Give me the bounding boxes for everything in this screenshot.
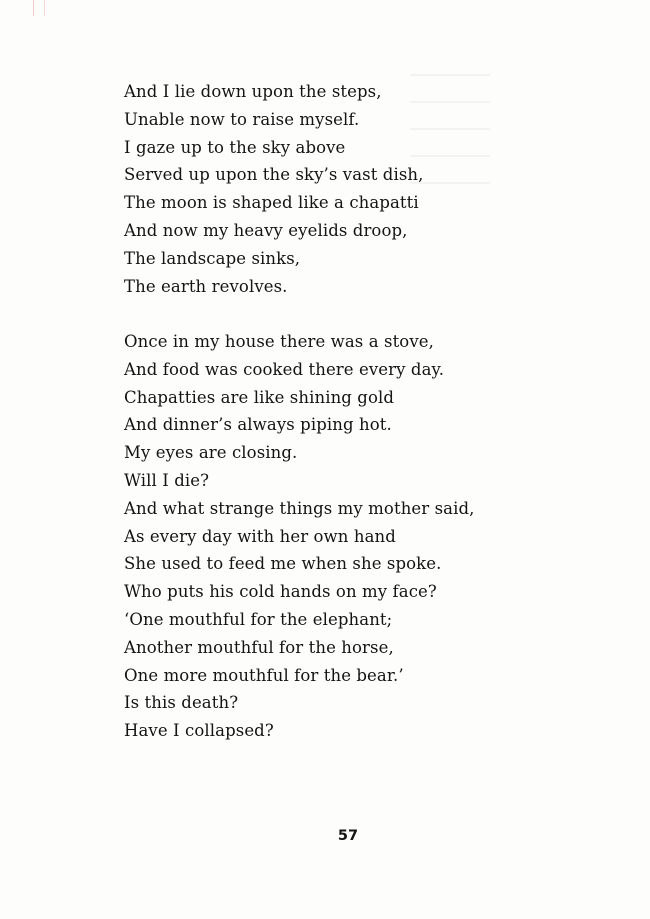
poem-stanza-1 — [124, 78, 423, 300]
poem-line: ‘One mouthful for the elephant; — [124, 609, 393, 629]
poem-line: Unable now to raise myself. — [124, 109, 360, 129]
poem-line: My eyes are closing. — [124, 443, 298, 463]
poem-line: Is this death? — [124, 693, 239, 713]
poem-line: The moon is shaped like a chapatti — [124, 193, 419, 213]
poem-line: As every day with her own hand — [124, 526, 396, 546]
poem-line: I gaze up to the sky above — [124, 137, 346, 157]
poem-line: And I lie down upon the steps, — [124, 82, 382, 101]
poem-line: She used to feed me when she spoke. — [124, 554, 442, 574]
poem-line: Served up upon the sky’s vast dish, — [124, 165, 424, 185]
poem-line: Once in my house there was a stove, — [124, 332, 434, 351]
print-bleed-mark — [33, 0, 45, 16]
poem-line: The earth revolves. — [124, 276, 288, 296]
poem-line: Who puts his cold hands on my face? — [124, 582, 437, 602]
poem-line: Have I collapsed? — [124, 721, 274, 741]
poem-line: One more mouthful for the bear.’ — [124, 665, 404, 685]
poem-line: And now my heavy eyelids droop, — [124, 220, 408, 240]
poem-line: And food was cooked there every day. — [124, 359, 445, 379]
poem-line: Another mouthful for the horse, — [124, 637, 394, 657]
poem-line: Chapatties are like shining gold — [124, 387, 395, 407]
poem-line: The landscape sinks, — [124, 248, 301, 268]
poem-line: Will I die? — [124, 470, 210, 490]
poem-line: And dinner’s always piping hot. — [124, 415, 392, 435]
poem-line: And what strange things my mother said, — [124, 498, 475, 518]
page-number: 57 — [337, 828, 359, 844]
poem-stanza-2 — [124, 328, 475, 745]
